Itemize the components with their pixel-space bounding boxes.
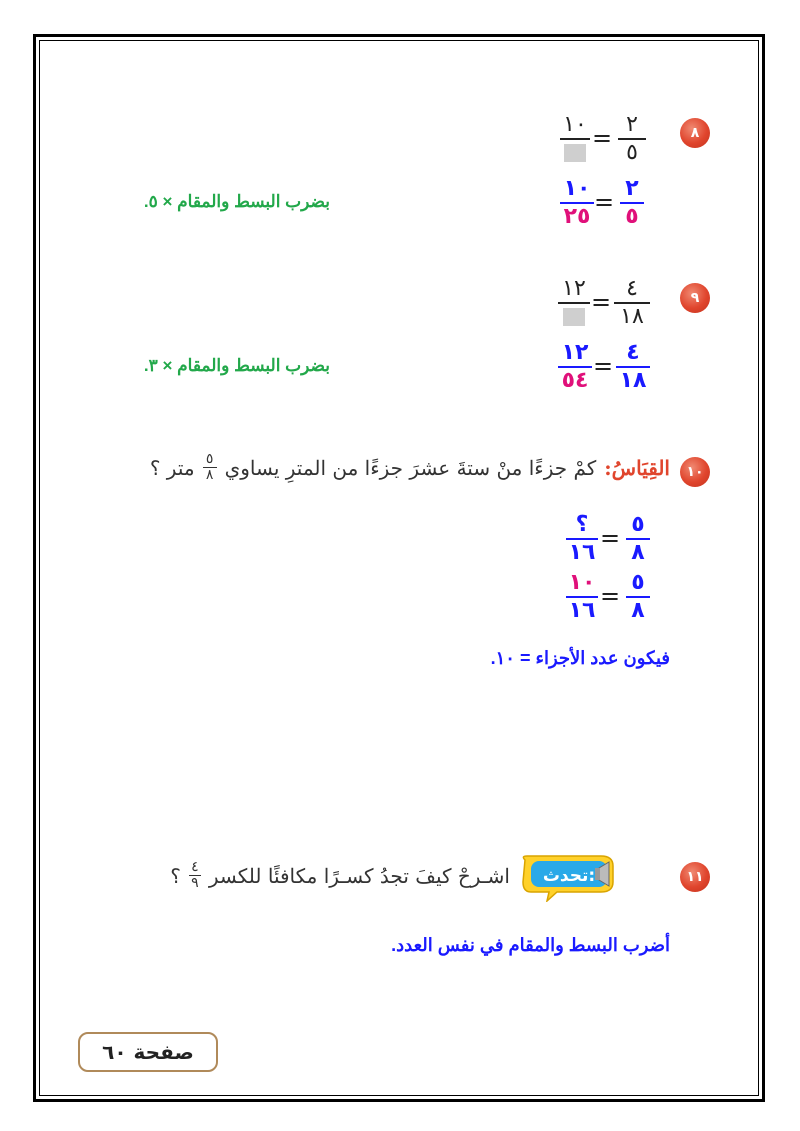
question-10-number: ١٠ bbox=[686, 464, 704, 480]
q10-step1-left-fraction bbox=[626, 512, 650, 566]
numerator: ١٠ bbox=[568, 570, 596, 595]
numerator: ٥ bbox=[631, 512, 645, 537]
q8-problem-left-fraction bbox=[618, 112, 646, 166]
q9-answer-right-fraction bbox=[558, 340, 592, 394]
equals-sign: = bbox=[594, 188, 615, 216]
q10-step2-right-fraction bbox=[566, 570, 598, 624]
q9-note: بضرب البسط والمقام × ٣. bbox=[143, 356, 330, 375]
question-11-number: ١١ bbox=[686, 869, 704, 885]
question-9-badge bbox=[680, 283, 710, 313]
numerator: ٤ bbox=[191, 859, 199, 875]
question-8-number: ٨ bbox=[690, 125, 700, 141]
equals-sign: = bbox=[592, 124, 613, 152]
blank-box bbox=[563, 308, 585, 326]
talk-megaphone-icon bbox=[517, 852, 617, 902]
q10-question bbox=[150, 452, 670, 483]
q8-answer-right-fraction bbox=[560, 176, 594, 230]
q11-keyword: تحدث: bbox=[542, 866, 596, 886]
numerator: ٤ bbox=[626, 340, 640, 365]
denominator: ١٦ bbox=[568, 540, 596, 565]
equals-sign: = bbox=[600, 524, 621, 552]
q8-answer-left-fraction bbox=[620, 176, 644, 230]
denominator: ٨ bbox=[631, 598, 645, 623]
numerator: ٤ bbox=[626, 276, 638, 301]
q10-note: فيكون عدد الأجزاء = ١٠. bbox=[490, 648, 670, 668]
denominator: ١٨ bbox=[619, 368, 647, 393]
q8-problem-right-fraction bbox=[560, 112, 590, 169]
q11-inline-fraction bbox=[189, 860, 201, 891]
equals-sign: = bbox=[593, 352, 614, 380]
numerator: ٥ bbox=[631, 570, 645, 595]
q10-keyword: القِيَاسُ: bbox=[604, 455, 670, 480]
denominator: ٩ bbox=[191, 875, 199, 891]
q8-note: بضرب البسط والمقام × ٥. bbox=[143, 192, 330, 211]
numerator: ٢ bbox=[625, 176, 639, 201]
numerator: ١٠ bbox=[563, 112, 587, 137]
q10-text-after: متر ؟ bbox=[149, 455, 195, 480]
denominator: ١٦ bbox=[568, 598, 596, 623]
numerator: ١٢ bbox=[562, 276, 586, 301]
numerator: ١٢ bbox=[561, 340, 589, 365]
page-number: صفحة ٦٠ bbox=[102, 1040, 194, 1064]
q11-answer: أضرب البسط والمقام في نفس العدد. bbox=[391, 935, 670, 955]
q10-inline-fraction bbox=[203, 452, 217, 483]
q9-problem-right-fraction bbox=[558, 276, 590, 333]
q10-text-before: كمْ جزءًا منْ ستةَ عشرَ جزءًا من المترِ يساوي bbox=[224, 455, 597, 480]
blank-box bbox=[564, 144, 586, 162]
question-10-badge bbox=[680, 457, 710, 487]
question-11-badge bbox=[680, 862, 710, 892]
numerator: ١٠ bbox=[563, 176, 591, 201]
equals-sign: = bbox=[591, 288, 612, 316]
q9-answer-left-fraction bbox=[616, 340, 650, 394]
question-8-badge bbox=[680, 118, 710, 148]
q11-text-after: ؟ bbox=[170, 863, 181, 888]
numerator: ٥ bbox=[205, 451, 214, 467]
numerator: ٢ bbox=[626, 112, 638, 137]
q11-question bbox=[170, 860, 510, 891]
q10-step2-left-fraction bbox=[626, 570, 650, 624]
numerator: ؟ bbox=[575, 512, 589, 537]
question-9-number: ٩ bbox=[690, 290, 700, 306]
denominator: ٥ bbox=[626, 140, 638, 165]
page-number-box bbox=[78, 1032, 218, 1072]
denominator: ٢٥ bbox=[563, 204, 591, 229]
denominator: ٨ bbox=[631, 540, 645, 565]
q10-step1-right-fraction bbox=[566, 512, 598, 566]
equals-sign: = bbox=[600, 582, 621, 610]
q9-problem-left-fraction bbox=[614, 276, 650, 330]
denominator: ١٨ bbox=[620, 304, 644, 329]
q11-text-before: اشـرحْ كيفَ تجدُ كسـرًا مكافئًا للكسر bbox=[208, 863, 510, 888]
denominator: ٥ bbox=[625, 204, 639, 229]
denominator: ٨ bbox=[205, 467, 214, 483]
denominator: ٥٤ bbox=[561, 368, 589, 393]
